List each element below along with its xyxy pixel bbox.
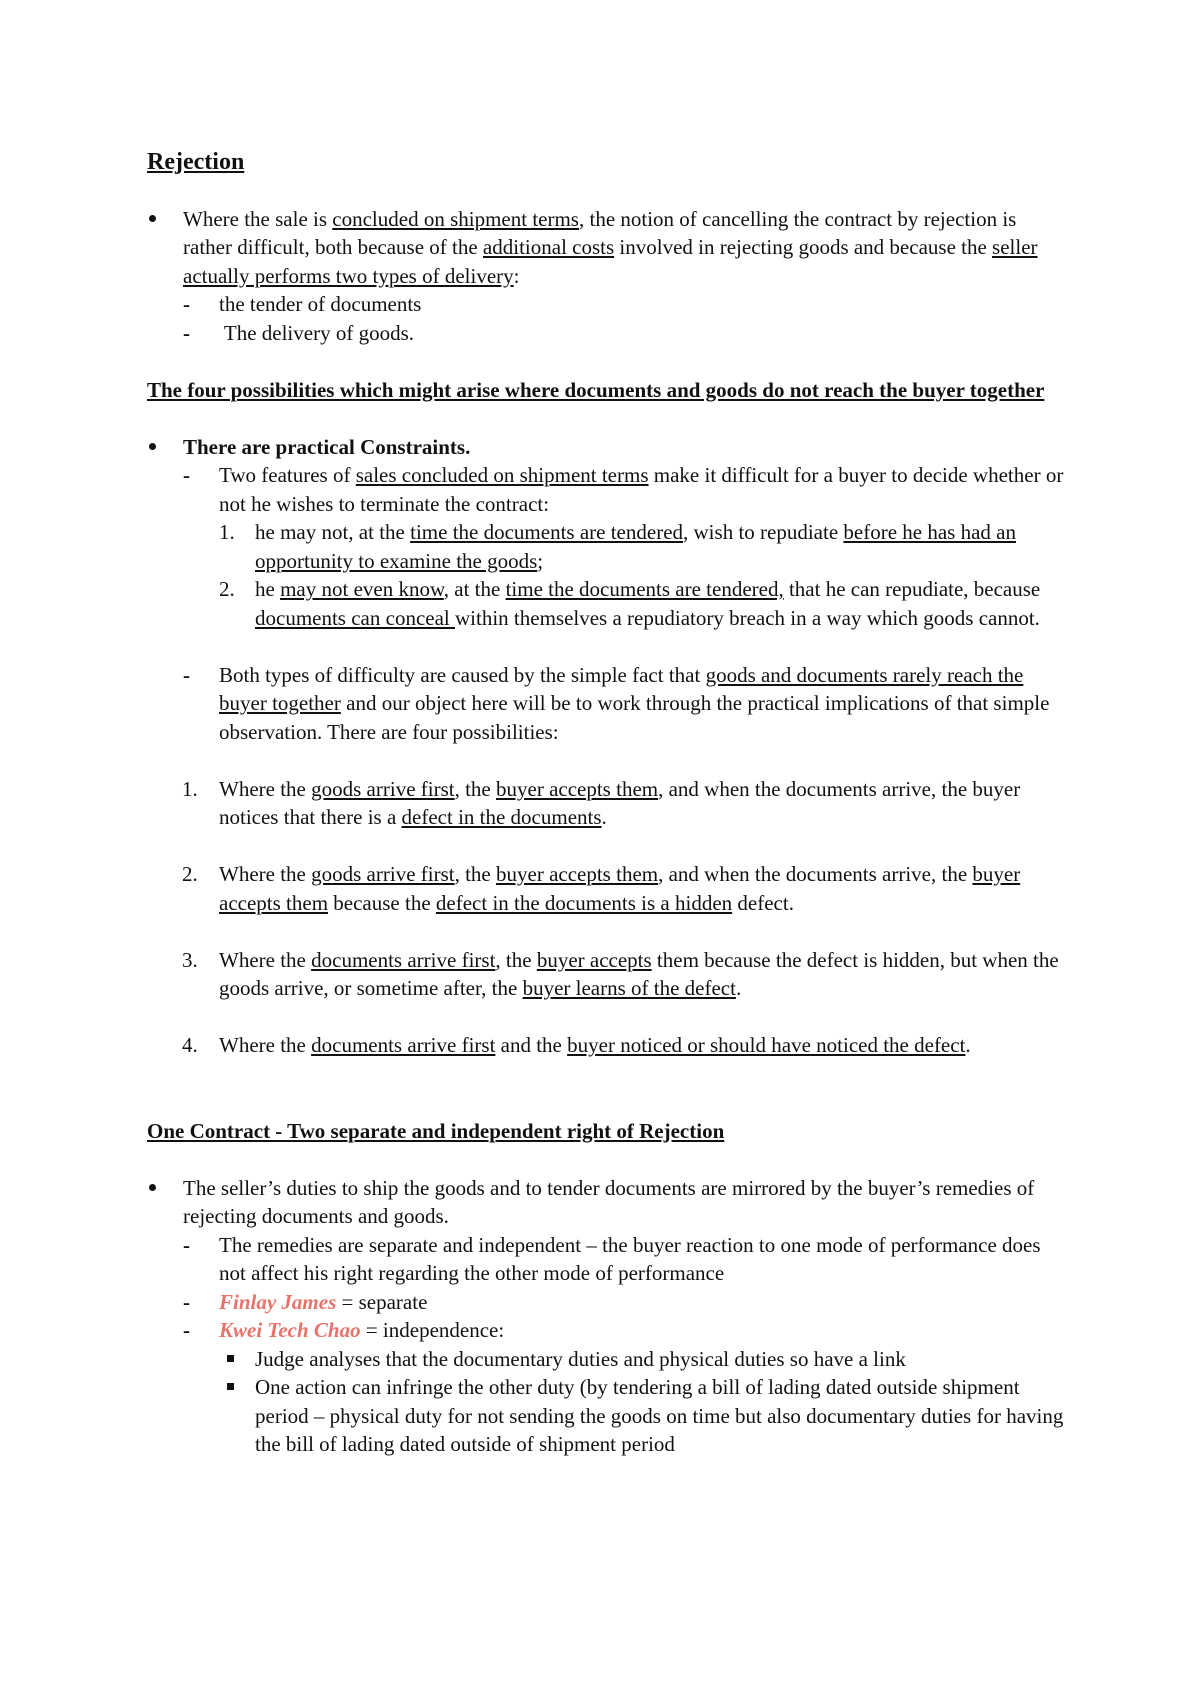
- dash-item-both-types: - Both types of difficulty are caused by the simple fact that goods and documents rarely reach the buyer together and our object here will be to work through the practical implications of that simple observation. There are four possibilities:: [183, 662, 1050, 744]
- bullet-sellers-duties: The seller’s duties to ship the goods and to tender documents are mirrored by the buyer’s remedies of rejecting documents and goods.: [147, 1174, 1067, 1231]
- square-bullet-marker: [227, 1383, 234, 1390]
- dash-marker: -: [183, 292, 190, 316]
- possibility-item-2: 2. Where the goods arrive first, the buyer accepts them, and when the documents arrive, the buyer accepts them because the defect in the documents is a hidden defect.: [182, 862, 1021, 915]
- numbered-item-2: 2. he may not even know, at the time the documents are tendered, that he can repudiate, because documents can conceal within themselves a repudiatory breach in a way which goods cannot.: [219, 577, 1041, 630]
- section-heading-rejection: Rejection: [147, 149, 245, 175]
- section-heading-four-possibilities: The four possibilities which might arise where documents and goods do not reach the buyer together: [147, 377, 1045, 402]
- dash-item-remedies: - The remedies are separate and independent – the buyer reaction to one mode of performance does not affect his right regarding the other mode of performance: [183, 1232, 1041, 1285]
- bullet-practical-constraints: There are practical Constraints.: [147, 433, 1067, 462]
- document-body: [147, 140, 1067, 1459]
- numbered-item-1: 1. he may not, at the time the documents are tendered, wish to repudiate before he has had an opportunity to examine the goods;: [219, 520, 1016, 573]
- dash-marker: -: [183, 662, 190, 687]
- dash-marker: -: [183, 320, 190, 345]
- dash-marker: -: [183, 463, 190, 487]
- dash-item-delivery: - The delivery of goods.: [147, 319, 1067, 348]
- case-name-finlay-james: Finlay James: [219, 1289, 337, 1314]
- possibility-item-3: 3. Where the documents arrive first, the buyer accepts them because the defect is hidden, but when the goods arrive, or sometime after, the buyer learns of the defect.: [182, 947, 1059, 1000]
- square-bullet-marker: [227, 1355, 234, 1362]
- dash-marker: -: [183, 1318, 190, 1342]
- square-bullet-judge-analyses: Judge analyses that the documentary duties and physical duties so have a link: [147, 1345, 1067, 1374]
- square-bullet-one-action: One action can infringe the other duty (by tendering a bill of lading dated outside shipment period – physical duty for not sending the goods on time but also documentary duties for having the bill of lading dated outside of shipment period: [147, 1373, 1067, 1459]
- possibility-item-4: 4. Where the documents arrive first and the buyer noticed or should have noticed the defect.: [182, 1033, 971, 1057]
- dash-item-kwei-tech-chao: - Kwei Tech Chao = independence:: [147, 1316, 1067, 1345]
- possibility-item-1: 1. Where the goods arrive first, the buyer accepts them, and when the documents arrive, the buyer notices that there is a defect in the documents.: [182, 776, 1021, 829]
- dash-marker: -: [183, 1289, 190, 1314]
- dash-item-two-features: - Two features of sales concluded on shipment terms make it difficult for a buyer to decide whether or not he wishes to terminate the contract:: [183, 463, 1064, 516]
- dash-item-finlay-james: - Finlay James = separate: [147, 1288, 1067, 1317]
- section-heading-one-contract: One Contract - Two separate and independent right of Rejection: [147, 1118, 725, 1143]
- bullet-shipment-terms: Where the sale is concluded on shipment terms, the notion of cancelling the contract by rejection is rather difficult, both because of the additional costs involved in rejecting goods and because the seller actually performs two types of delivery:: [147, 205, 1067, 291]
- dash-marker: -: [183, 1232, 190, 1257]
- dash-item-tender: - the tender of documents: [147, 290, 1067, 319]
- case-name-kwei-tech-chao: Kwei Tech Chao: [219, 1318, 361, 1342]
